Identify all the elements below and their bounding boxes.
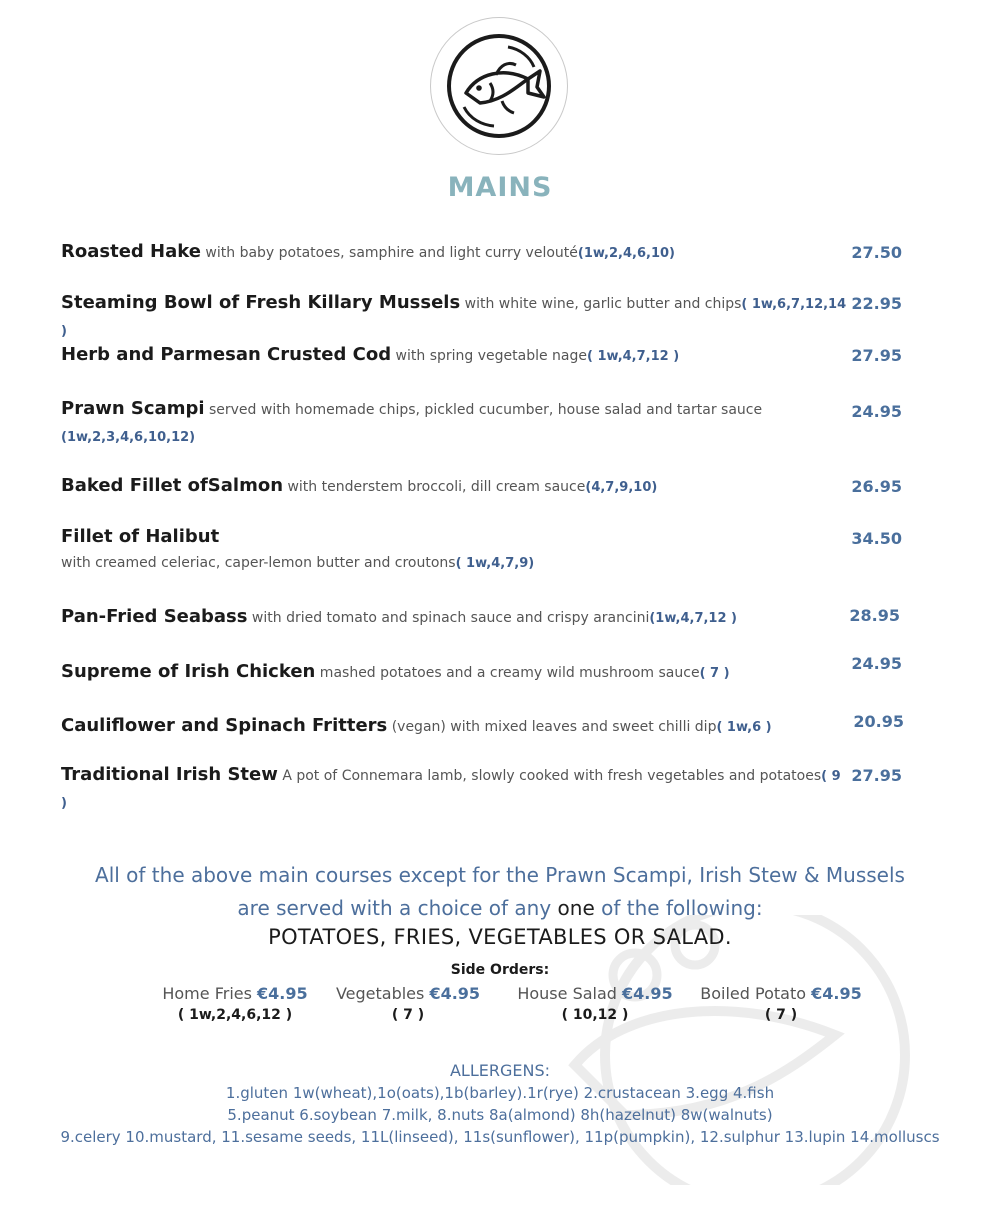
item-allergens: (4,7,9,10) bbox=[585, 480, 658, 495]
menu-item bbox=[61, 239, 851, 266]
item-price: 27.50 bbox=[851, 243, 902, 262]
item-price: 34.50 bbox=[851, 529, 902, 548]
item-name: Fillet of Halibut bbox=[61, 526, 220, 547]
side-price: €4.95 bbox=[429, 984, 481, 1003]
fish-logo bbox=[430, 17, 568, 155]
item-allergens: (1w,4,7,12 ) bbox=[649, 611, 737, 626]
sides-note-line2 bbox=[0, 896, 1000, 920]
item-allergens: (1w,2,3,4,6,10,12) bbox=[61, 430, 196, 445]
side-price: €4.95 bbox=[622, 984, 673, 1003]
menu-item bbox=[61, 473, 851, 500]
side-name: Boiled Potato bbox=[700, 984, 807, 1003]
item-name: Supreme of Irish Chicken bbox=[61, 661, 316, 682]
side-order bbox=[308, 984, 508, 1023]
menu-item bbox=[61, 396, 851, 450]
side-order bbox=[495, 984, 695, 1023]
allergens-line: 9.celery 10.mustard, 11.sesame seeds, 11L(linseed), 11s(sunflower), 11p(pumpkin), 12.sulphur 13.lupin 14.molluscs bbox=[60, 1128, 940, 1146]
item-price: 24.95 bbox=[851, 654, 902, 673]
side-allergens: ( 1w,2,4,6,12 ) bbox=[177, 1007, 293, 1023]
side-price: €4.95 bbox=[811, 984, 862, 1003]
side-allergens: ( 10,12 ) bbox=[561, 1007, 629, 1023]
side-allergens: ( 7 ) bbox=[764, 1007, 798, 1023]
note-emphasis: one bbox=[557, 896, 595, 920]
item-name: Traditional Irish Stew bbox=[61, 764, 278, 785]
item-price: 27.95 bbox=[851, 766, 902, 785]
item-description: with tenderstem broccoli, dill cream sauce bbox=[283, 479, 586, 495]
sides-options: POTATOES, FRIES, VEGETABLES OR SALAD. bbox=[268, 925, 732, 949]
item-name: Roasted Hake bbox=[61, 241, 201, 262]
item-name: Prawn Scampi bbox=[61, 398, 205, 419]
menu-item bbox=[61, 290, 851, 344]
menu-item bbox=[61, 659, 851, 686]
item-price: 22.95 bbox=[851, 294, 902, 313]
sides-note: All of the above main courses except for the Prawn Scampi, Irish Stew & Mussels bbox=[95, 863, 905, 887]
side-order bbox=[681, 984, 881, 1023]
item-description: mashed potatoes and a creamy wild mushroom sauce bbox=[315, 665, 700, 681]
item-allergens: ( 1w,4,7,9) bbox=[455, 556, 535, 571]
item-description: served with homemade chips, pickled cucumber, house salad and tartar sauce bbox=[204, 402, 763, 418]
menu-item bbox=[61, 524, 851, 576]
menu-item bbox=[61, 342, 851, 369]
item-name: Baked Fillet ofSalmon bbox=[61, 475, 284, 496]
item-description: with dried tomato and spinach sauce and crispy arancini bbox=[247, 610, 650, 626]
item-name: Cauliflower and Spinach Fritters bbox=[61, 715, 388, 736]
side-name: Home Fries bbox=[162, 984, 252, 1003]
menu-item bbox=[61, 713, 851, 740]
side-allergens: ( 7 ) bbox=[391, 1007, 425, 1023]
side-price: €4.95 bbox=[257, 984, 308, 1003]
item-description: with creamed celeriac, caper-lemon butter and croutons bbox=[61, 555, 456, 571]
item-allergens: (1w,2,4,6,10) bbox=[577, 246, 675, 261]
item-name: Steaming Bowl of Fresh Killary Mussels bbox=[61, 292, 461, 313]
page-title: MAINS bbox=[447, 172, 553, 203]
side-name: House Salad bbox=[517, 984, 617, 1003]
allergens-legend bbox=[0, 1060, 1000, 1148]
note-text: of the following: bbox=[594, 896, 763, 920]
item-allergens: ( 9 ) bbox=[61, 769, 841, 811]
allergens-line: 5.peanut 6.soybean 7.milk, 8.nuts 8a(almond) 8h(hazelnut) 8w(walnuts) bbox=[227, 1106, 773, 1124]
item-description: A pot of Connemara lamb, slowly cooked with fresh vegetables and potatoes bbox=[277, 768, 822, 784]
item-price: 27.95 bbox=[851, 346, 902, 365]
item-description: with baby potatoes, samphire and light curry velouté bbox=[200, 245, 578, 261]
side-orders-title: Side Orders: bbox=[450, 962, 550, 978]
fish-icon bbox=[444, 31, 554, 141]
item-price: 20.95 bbox=[853, 712, 904, 731]
item-description: with spring vegetable nage bbox=[391, 348, 587, 364]
item-description: with white wine, garlic butter and chips bbox=[460, 296, 742, 312]
allergens-line: 1.gluten 1w(wheat),1o(oats),1b(barley).1r(rye) 2.crustacean 3.egg 4.fish bbox=[225, 1084, 775, 1102]
note-text: are served with a choice of any bbox=[237, 896, 558, 920]
item-allergens: ( 1w,6 ) bbox=[716, 720, 772, 735]
menu-item bbox=[61, 762, 851, 816]
item-name: Herb and Parmesan Crusted Cod bbox=[61, 344, 392, 365]
menu-item bbox=[61, 604, 851, 631]
item-price: 24.95 bbox=[851, 402, 902, 421]
side-name: Vegetables bbox=[335, 984, 425, 1003]
item-allergens: ( 1w,6,7,12,14 ) bbox=[61, 297, 847, 339]
allergens-title: ALLERGENS: bbox=[449, 1061, 551, 1080]
item-price: 26.95 bbox=[851, 477, 902, 496]
item-allergens: ( 1w,4,7,12 ) bbox=[587, 349, 680, 364]
item-description: (vegan) with mixed leaves and sweet chilli dip bbox=[387, 719, 717, 735]
item-name: Pan-Fried Seabass bbox=[61, 606, 248, 627]
side-order bbox=[135, 984, 335, 1023]
item-price: 28.95 bbox=[849, 606, 900, 625]
item-allergens: ( 7 ) bbox=[699, 666, 730, 681]
